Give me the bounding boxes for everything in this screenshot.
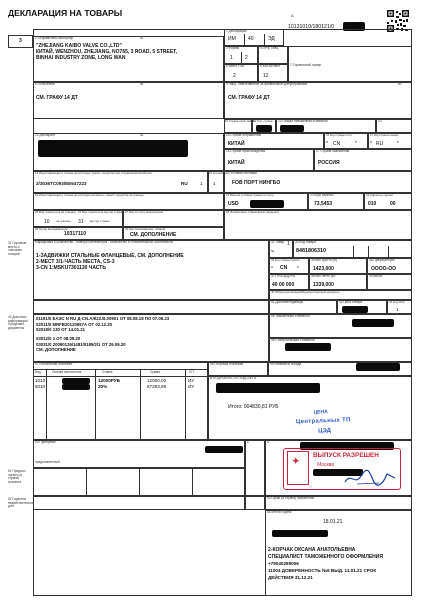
transit-label: 51 Предпол. органы (и страна) транзита — [8, 469, 27, 484]
packages-label: 6 Кол-во мест — [260, 64, 281, 68]
mos-code-value: 1 — [396, 307, 399, 312]
inland-label: внутри страны — [90, 219, 110, 223]
box-guarantee-code — [245, 496, 265, 510]
payments-label: 47 Исчисление платежей — [35, 362, 73, 366]
destination-code-a: a — [370, 140, 372, 144]
preference-label: 36 Преференция — [369, 258, 395, 262]
transport-border-label: 25 Вид транспорта на границе — [35, 210, 76, 214]
financial-no: № — [398, 82, 402, 86]
box-c — [245, 440, 265, 496]
net-weight-label: 38 Вес нетто (кг) — [311, 274, 336, 278]
payments-header-base: Основа начисления — [52, 370, 82, 374]
goods-line-2: 2-МЕСТ 3/1-ЧАСТЬ МЕСТА, CS-3 — [36, 259, 115, 265]
forms-label: 3 Формы — [226, 46, 240, 50]
item-no-value: 1 — [287, 241, 290, 247]
declarant-label: 14 Декларант — [35, 133, 56, 137]
gross-weight-label: 35 Вес брутто (кг) — [311, 258, 338, 262]
loading-place-label: 27 Место погрузки/разгрузки — [125, 210, 164, 214]
redaction — [352, 319, 394, 327]
financial-info-label: 28 Финансовые и банковские сведения — [226, 210, 279, 214]
forms-value-2: 2 — [245, 55, 248, 61]
signatory-line-1: 2-КОРЧАК ОКСАНА АНАТОЛЬЕВНА — [268, 547, 356, 553]
country-origin-value: КИТАЙ — [228, 160, 245, 166]
origin-code-value: CN — [280, 265, 288, 271]
goods-location-value: СМ. ДОПОЛНЕНИЕ — [130, 232, 177, 238]
transport-border-value: 10 — [44, 219, 50, 225]
invoice-currency-value: USD — [228, 201, 239, 207]
country-dispatch-label: 15 Страна отправления — [226, 133, 262, 137]
stamp-line-2: Центральных ТП — [295, 417, 351, 426]
stamp-emblem-icon: ✦ — [292, 456, 300, 466]
delivery-terms-label: 20 Условия поставки — [226, 171, 257, 175]
net-weight-value: 1339,000 — [313, 282, 334, 288]
origin-code-label: 34 Код страны происх. — [271, 258, 301, 262]
exporter-name: "ZHEJIANG KAIBO VALVE CO.,LTD" — [36, 43, 122, 49]
statistical-value-label: 46 Статистическая стоимость — [271, 338, 316, 342]
declaration-type-3: ЭД — [268, 36, 275, 42]
redaction — [280, 125, 304, 132]
procedure-label: 37 ПРОЦЕДУРА — [271, 274, 295, 278]
transport-id-value: 2/3036TC093/EE647223 — [36, 181, 87, 186]
box-principal — [33, 440, 245, 468]
financial-value: СМ. ГРАФУ 14 ДТ — [228, 95, 270, 101]
goods-description-sublabel: Маркировка и количество - Номера контейнеров - Количество и отличительные особенности — [35, 240, 174, 244]
item-no-label: 32 Товар — [271, 240, 285, 244]
document-line-1: 01191/0 ЕАЭС N RU Д-CN.АЖ22.В.00901 ОТ 08.08.18 ПО 07.08.23 — [36, 316, 170, 321]
declarant-no: № — [140, 133, 144, 137]
items-total-label: 5 Всего т-ов — [226, 64, 244, 68]
exporter-no: № — [140, 36, 144, 40]
redaction — [256, 125, 272, 132]
redaction — [38, 140, 188, 157]
origin-code-a: a — [271, 265, 273, 269]
delivery-terms-value: FOB ПОРТ НИНГБО — [232, 180, 281, 186]
destination-code-value: RU — [376, 141, 384, 147]
guarantee-label: 52 Гарантия недействительна для — [8, 497, 34, 509]
goods-line-1: 1-ЗАДВИЖКИ СТАЛЬНЫЕ ФЛАНЦЕВЫЕ, СМ. ДОПОЛНЕНИЕ — [36, 253, 184, 259]
financial-label: 9 Лицо, ответственное за финансовое урегулирование — [226, 82, 308, 86]
box-13-label: 13 — [378, 119, 382, 123]
active-transport-label: 21 Идентификация и страна регистрации активного трансп. средства на границе — [35, 193, 144, 197]
warehouse-label: 49 Реквизиты склада — [270, 362, 302, 366]
dispatch-code-b: b — [355, 140, 357, 144]
document-line-3: 02018/0 130 ОТ 14.01.21 — [36, 327, 85, 332]
item-price-label: 42 Цена товара — [339, 300, 363, 304]
box-declaration-label: 1 Декларация — [226, 29, 247, 33]
box-c-label: C — [247, 440, 250, 444]
box-11-label: 11 Торг. страна — [253, 119, 273, 123]
release-stamp — [283, 448, 401, 490]
calculation-label: B ПОДРОБНОСТИ ПОДСЧЕТА — [210, 376, 256, 380]
exporter-address-1: КИТАЙ, WENZHOU, ZHEJIANG, NO765, 3 ROAD, 5 STREET, — [36, 49, 178, 55]
destination-code-label: 17 Код страны назнач. — [370, 133, 400, 137]
payments-header-type: Вид — [35, 370, 41, 374]
calculation-total: Итого: 904830,81 РУБ — [228, 404, 279, 410]
release-stamp-sub: Москва — [317, 462, 335, 468]
place-date-value: 18.01.21 — [323, 519, 343, 525]
transaction-type-label: 24 Характер сделки — [366, 193, 393, 197]
box-12-label: 12 Общая таможенная стоимость — [278, 119, 328, 123]
quota-label: 39 Квота — [369, 274, 382, 278]
box-10-label: 10 Страна перв. назнач. — [225, 119, 257, 123]
item-no-sign: № — [271, 249, 275, 253]
redaction — [216, 383, 320, 393]
dispatch-code-label: 15 Код страны отпр. — [326, 133, 353, 137]
exporter-label: 2 Отправитель/Экспортер — [35, 36, 74, 40]
payment-row-rate: 12000РУБ — [98, 378, 120, 383]
payment-deferral-label: 48 Отсрочка платежей — [210, 362, 244, 366]
document-line-2: 02011/0 MRFB20120657A ОТ 02.12.20 — [36, 321, 113, 327]
procedure-value: 40 00 000 — [272, 282, 295, 288]
customs-value-label: 45 Таможенная стоимость — [271, 314, 310, 318]
packages-value: 12 — [263, 73, 269, 79]
supp-units-label: 41 Дополнит.единицы — [271, 300, 304, 304]
reg-letter: A — [291, 13, 294, 18]
signatory-line-2: СПЕЦИАЛИСТ ТАМОЖЕННОГО ОФОРМЛЕНИЯ — [268, 554, 383, 560]
consignee-label: 8 Получатель — [35, 82, 56, 86]
ref-number-label: 7 Справочный номер — [290, 63, 322, 67]
payment-row-sum: 12000,00 — [147, 378, 167, 383]
spec-label: 4 Отгр. спец. — [260, 46, 280, 50]
box-d-label: D — [267, 440, 270, 444]
transport-country: RU — [181, 181, 188, 186]
customs-office-label: 29 Орган въезда/выезда — [35, 227, 68, 231]
payment-row-type: 5010 — [35, 384, 46, 389]
commodity-code-label: 33 Код товара — [295, 240, 316, 244]
redaction — [272, 530, 328, 537]
principal-label: 50 Принципал — [35, 440, 57, 444]
stamp-line-3: ЦЭД — [318, 428, 332, 435]
customs-stamp — [296, 409, 368, 439]
commodity-code-value: 8481806310 — [296, 248, 326, 254]
forms-value-1: 1 — [230, 55, 233, 61]
payment-row-type: 1010 — [35, 378, 46, 383]
gross-weight-value: 1423,000 — [313, 266, 334, 272]
transaction-type-v1: 010 — [368, 201, 377, 207]
transport-id-label: 18 Идентификация и страна регистрации трансп. средства при отправлении/прибытии — [35, 171, 152, 175]
country-origin-label: 16 Страна происхождения — [226, 149, 266, 153]
exporter-address-2: BINHAI INDUSTRY ZONE, LONG WAN — [36, 55, 126, 61]
payment-row-sum: 67283,95 — [147, 384, 167, 389]
transport-inland-label: 26 Вид транспорта внутри страны — [78, 210, 124, 214]
dispatch-code-a: a — [326, 140, 328, 144]
declaration-type-2: 40 — [248, 36, 254, 42]
box-guarantee — [33, 496, 245, 510]
place-date-label: 54 Место и дата: — [267, 510, 292, 514]
payments-header-sp: СП — [189, 370, 194, 374]
payment-row-sp: ИУ — [188, 384, 195, 389]
goods-location-label: 30 Местонахождение товаров — [125, 227, 166, 231]
container-label: 19 Контейнер — [209, 171, 227, 175]
box-goods-description-cont — [33, 300, 269, 314]
mos-code-label: 43 Код МОС — [389, 300, 405, 304]
country-destination-value: РОССИЯ — [318, 160, 340, 166]
document-title: ДЕКЛАРАЦИЯ НА ТОВАРЫ — [8, 8, 123, 18]
on-border-label: на границе — [56, 219, 71, 223]
payment-row-sp: ИУ — [188, 378, 195, 383]
exchange-rate-label: 23 Курс валюты — [310, 193, 334, 197]
declaration-type-1: ИМ — [228, 36, 236, 42]
redaction — [342, 306, 368, 313]
consignee-value: СМ. ГРАФУ 14 ДТ — [36, 95, 78, 101]
redaction — [250, 200, 284, 208]
prev-document-label: 40 Общая декларация/Предшествующий документ — [271, 290, 340, 294]
destination-office-label: 53 Орган (и страна) назначения — [267, 496, 315, 500]
destination-code-b: b — [397, 140, 399, 144]
registration-number: 10131010/180121/0 — [288, 24, 335, 30]
principal-sub: представленный — [35, 460, 60, 464]
consignee-no: № — [140, 82, 144, 86]
goods-description-label: 31 Грузовые места и описание товаров — [8, 241, 27, 256]
goods-line-3: 3-CN 1:MSKU7301130 ЧАСТЬ — [36, 265, 106, 271]
exchange-rate-value: 73,5453 — [314, 201, 333, 207]
redaction — [205, 446, 243, 453]
payments-header-rate: Ставка — [102, 370, 113, 374]
payments-header-sum: Сумма — [150, 370, 161, 374]
payment-row-rate: 20% — [98, 384, 108, 389]
country-dispatch-value: КИТАЙ — [228, 141, 245, 147]
preference-value: ОООО-ОО — [371, 266, 396, 272]
release-stamp-title: ВЫПУСК РАЗРЕШЕН — [313, 452, 379, 459]
redaction — [356, 363, 400, 371]
redaction — [285, 343, 331, 351]
document-line-4: 03012/0 1 ОТ 08.09.20 — [36, 336, 81, 341]
dispatch-code-value: CN — [333, 141, 341, 147]
stamp-line-1: ЦЕНА — [313, 409, 328, 416]
origin-code-b: b — [297, 265, 299, 269]
signature-icon — [343, 468, 399, 488]
transport-id-v2: 1 — [200, 181, 203, 186]
transport-inland-value: 31 — [78, 219, 84, 225]
document-line-5: 03031/0 20090126/1481/0189/2/1 ОТ 29.09.20 — [36, 341, 126, 347]
sheet-number: 3 — [19, 38, 22, 44]
signatory-line-4: 11004 ДОВЕРЕННОСТЬ №6 ВЫД. 11.01.21 СРОК — [268, 568, 377, 573]
documents-label: 44 Дополнит. информация/ Представл. документы — [8, 315, 28, 330]
signatory-line-5: ДЕЙСТВИЯ 31.12.21 — [268, 575, 313, 580]
items-total-value: 2 — [233, 73, 236, 79]
invoice-currency-label: 22 Валюта и общая сумма по счету — [226, 193, 274, 197]
customs-office-value: 10317110 — [64, 231, 86, 237]
transaction-type-v2: 00 — [390, 201, 396, 207]
redaction — [62, 384, 90, 390]
container-value: 1 — [213, 181, 216, 186]
document-line-6: СМ. ДОПОЛНЕНИЕ — [36, 347, 76, 352]
country-destination-label: 17 Страна назначения — [316, 149, 350, 153]
signatory-line-3: +79040269006 — [268, 561, 299, 566]
